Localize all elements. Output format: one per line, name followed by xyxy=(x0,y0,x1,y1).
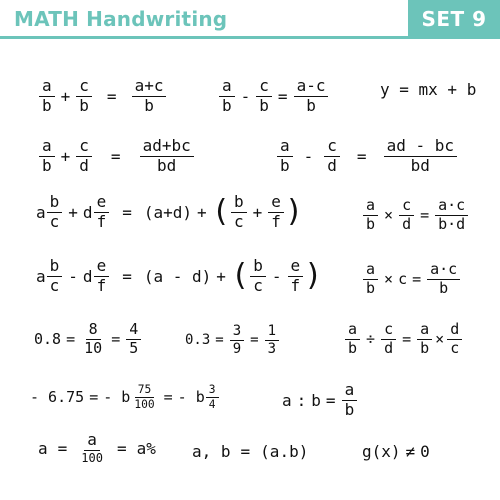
numerator: 3 xyxy=(230,324,244,341)
minus-sign: - xyxy=(271,266,282,286)
percent-value: a% xyxy=(136,438,156,458)
formula-decimal-08 xyxy=(34,322,142,357)
denominator: d xyxy=(327,155,337,175)
formula-negative-mixed xyxy=(30,384,220,411)
formula-multiply-scalar xyxy=(362,262,461,297)
page-title: MATH Handwriting xyxy=(14,7,228,31)
fraction xyxy=(131,384,157,411)
fraction xyxy=(206,384,219,411)
numerator: a xyxy=(363,262,378,280)
fraction xyxy=(94,258,110,295)
times-sign: × xyxy=(384,206,394,225)
negative-whole: - b xyxy=(103,388,131,407)
fraction xyxy=(345,322,360,357)
equals-sign: = xyxy=(110,146,121,166)
numerator: b xyxy=(47,258,63,277)
denominator: 100 xyxy=(134,397,155,411)
denominator: f xyxy=(271,211,281,231)
plus-sign: + xyxy=(60,86,71,106)
denominator: f xyxy=(96,211,107,231)
denominator: d xyxy=(384,338,394,357)
set-label: SET 9 xyxy=(421,7,487,31)
fraction xyxy=(294,78,329,115)
numerator: 75 xyxy=(135,384,155,398)
fraction xyxy=(39,138,55,175)
minus-sign: - xyxy=(303,146,314,166)
equals-sign: = xyxy=(163,388,173,407)
fraction xyxy=(230,324,244,356)
equals-sign: = xyxy=(57,438,68,458)
ratio-term: a xyxy=(282,390,292,410)
numerator: ad+bc xyxy=(140,138,194,157)
formula-add-same-denominator xyxy=(38,78,167,115)
left-paren: ( xyxy=(230,258,250,294)
numerator: a xyxy=(417,322,432,340)
fraction xyxy=(268,194,284,231)
denominator: b xyxy=(222,95,232,115)
right-paren: ) xyxy=(304,258,323,294)
negative-whole: - b xyxy=(177,388,205,407)
page-header xyxy=(0,0,500,40)
colon-sign: : xyxy=(296,390,307,410)
formula-percent xyxy=(38,432,156,464)
denominator: b xyxy=(42,95,52,115)
equals-sign: = xyxy=(240,442,251,461)
equals-sign: = xyxy=(420,206,430,225)
fraction xyxy=(39,78,55,115)
fraction xyxy=(78,432,106,464)
fraction xyxy=(219,78,235,115)
denominator: b xyxy=(144,95,154,115)
formula-linear-equation xyxy=(380,80,476,99)
numerator: e xyxy=(94,258,110,277)
fraction xyxy=(256,78,272,115)
point-value: (a.b) xyxy=(260,442,309,461)
left-paren: ( xyxy=(211,194,230,230)
numerator: c xyxy=(399,198,414,216)
denominator: c xyxy=(233,211,244,231)
denominator: 4 xyxy=(208,397,216,411)
formula-add-cross xyxy=(38,138,195,175)
formula-mixed-subtract xyxy=(36,258,322,295)
point-label: a, b xyxy=(192,442,231,461)
numerator: a-c xyxy=(294,78,329,97)
denominator: b xyxy=(280,155,290,175)
fraction xyxy=(342,382,358,419)
whole-part: a xyxy=(36,266,46,286)
fraction xyxy=(47,194,63,231)
numerator: a xyxy=(39,78,55,97)
numerator: a xyxy=(363,198,378,216)
fraction xyxy=(277,138,293,175)
numerator: e xyxy=(94,194,110,213)
fraction xyxy=(265,324,279,356)
numerator: a·c xyxy=(435,198,468,216)
divide-sign: ÷ xyxy=(366,330,376,349)
equals-sign: = xyxy=(111,330,121,349)
whole-part: d xyxy=(82,266,93,286)
ratio-term: b xyxy=(311,390,321,410)
numerator: a xyxy=(277,138,293,157)
plus-sign: + xyxy=(197,202,207,222)
fraction xyxy=(231,194,247,231)
fraction xyxy=(324,138,340,175)
denominator: c xyxy=(49,211,60,231)
plus-sign: + xyxy=(60,146,71,166)
numerator: 1 xyxy=(265,324,279,341)
equals-sign: = xyxy=(402,330,412,349)
equals-sign: = xyxy=(356,146,367,166)
equals-sign: = xyxy=(66,330,76,349)
formula-ratio xyxy=(282,382,358,419)
fraction xyxy=(76,78,92,115)
numerator: 4 xyxy=(126,322,141,340)
numerator: b xyxy=(250,258,266,277)
numerator: 3 xyxy=(206,384,219,398)
numerator: e xyxy=(268,194,284,213)
plus-sign: + xyxy=(252,202,263,222)
numerator: a xyxy=(345,322,360,340)
difference-group: (a - d) xyxy=(143,266,212,286)
zero-value: 0 xyxy=(420,442,430,461)
plus-sign: + xyxy=(68,202,78,222)
fraction xyxy=(447,322,462,357)
formula-point xyxy=(192,442,308,461)
fraction xyxy=(140,138,194,175)
numerator: d xyxy=(447,322,462,340)
denominator: b xyxy=(344,399,355,419)
times-sign: × xyxy=(384,270,394,289)
header-divider xyxy=(0,36,410,39)
denominator: b xyxy=(348,338,358,357)
denominator: 5 xyxy=(129,338,139,357)
denominator: 10 xyxy=(84,338,103,357)
denominator: b·d xyxy=(438,214,466,233)
denominator: b xyxy=(79,95,89,115)
numerator: ad - bc xyxy=(384,138,457,157)
numerator: c xyxy=(76,78,92,97)
fraction xyxy=(435,198,468,233)
fraction xyxy=(132,78,167,115)
denominator: 9 xyxy=(232,340,242,357)
decimal-value: 0.8 xyxy=(34,330,62,349)
numerator: a xyxy=(342,382,358,401)
numerator: a xyxy=(219,78,235,97)
whole-part: d xyxy=(82,202,93,222)
numerator: a·c xyxy=(427,262,460,280)
fraction xyxy=(399,198,414,233)
not-equal-sign: ≠ xyxy=(405,442,416,461)
formula-decimal-03 xyxy=(185,324,280,356)
denominator: f xyxy=(290,275,301,295)
fraction xyxy=(94,194,110,231)
fraction xyxy=(381,322,396,357)
denominator: f xyxy=(96,275,107,295)
fraction xyxy=(76,138,92,175)
formula-multiply xyxy=(362,198,469,233)
formula-not-equal xyxy=(362,442,430,461)
fraction xyxy=(81,322,105,357)
formula-divide xyxy=(344,322,463,357)
equals-sign: = xyxy=(215,332,224,349)
equals-sign: = xyxy=(325,390,336,410)
fraction xyxy=(384,138,457,175)
denominator: 3 xyxy=(267,340,277,357)
denominator: 100 xyxy=(81,450,103,465)
variable: a xyxy=(38,438,48,458)
sum-group: (a+d) xyxy=(143,202,193,222)
denominator: bd xyxy=(157,155,177,175)
numerator: a xyxy=(39,138,55,157)
denominator: c xyxy=(450,338,460,357)
decimal-value: 0.3 xyxy=(185,332,211,349)
denominator: b xyxy=(306,95,316,115)
fraction xyxy=(47,258,63,295)
equals-sign: = xyxy=(412,270,422,289)
fraction xyxy=(417,322,432,357)
scalar: c xyxy=(398,270,408,289)
times-sign: × xyxy=(435,330,445,349)
numerator: e xyxy=(288,258,304,277)
whole-part: a xyxy=(36,202,46,222)
denominator: c xyxy=(49,275,60,295)
plus-sign: + xyxy=(216,266,226,286)
formula-mixed-add xyxy=(36,194,303,231)
denominator: b xyxy=(366,214,376,233)
numerator: c xyxy=(324,138,340,157)
numerator: a+c xyxy=(132,78,167,97)
fraction xyxy=(250,258,266,295)
linear-equation-text: y = mx + b xyxy=(380,80,477,99)
equals-sign: = xyxy=(89,388,99,407)
negative-decimal: - 6.75 xyxy=(30,388,85,407)
numerator: a xyxy=(84,432,100,451)
equals-sign: = xyxy=(116,438,127,458)
formula-subtract-same-denominator xyxy=(218,78,329,115)
denominator: d xyxy=(402,214,412,233)
equals-sign: = xyxy=(122,202,132,222)
equals-sign: = xyxy=(106,86,117,106)
denominator: b xyxy=(259,95,269,115)
numerator: b xyxy=(47,194,63,213)
denominator: b xyxy=(366,278,376,297)
minus-sign: - xyxy=(68,266,78,286)
function-call: g(x) xyxy=(362,442,401,461)
denominator: bd xyxy=(410,155,430,175)
fraction xyxy=(363,198,378,233)
denominator: b xyxy=(420,338,430,357)
numerator: c xyxy=(381,322,396,340)
equals-sign: = xyxy=(277,86,288,106)
equals-sign: = xyxy=(250,332,259,349)
fraction xyxy=(427,262,460,297)
right-paren: ) xyxy=(284,194,304,230)
numerator: c xyxy=(76,138,92,157)
fraction xyxy=(126,322,141,357)
equals-sign: = xyxy=(122,266,132,286)
formula-subtract-cross xyxy=(276,138,458,175)
numerator: b xyxy=(231,194,247,213)
numerator: c xyxy=(256,78,272,97)
denominator: b xyxy=(439,278,449,297)
denominator: c xyxy=(253,275,263,295)
numerator: 8 xyxy=(86,322,101,340)
denominator: b xyxy=(42,155,52,175)
fraction xyxy=(363,262,378,297)
fraction xyxy=(288,258,304,295)
denominator: d xyxy=(79,155,89,175)
set-badge xyxy=(408,0,500,39)
minus-sign: - xyxy=(240,86,251,106)
